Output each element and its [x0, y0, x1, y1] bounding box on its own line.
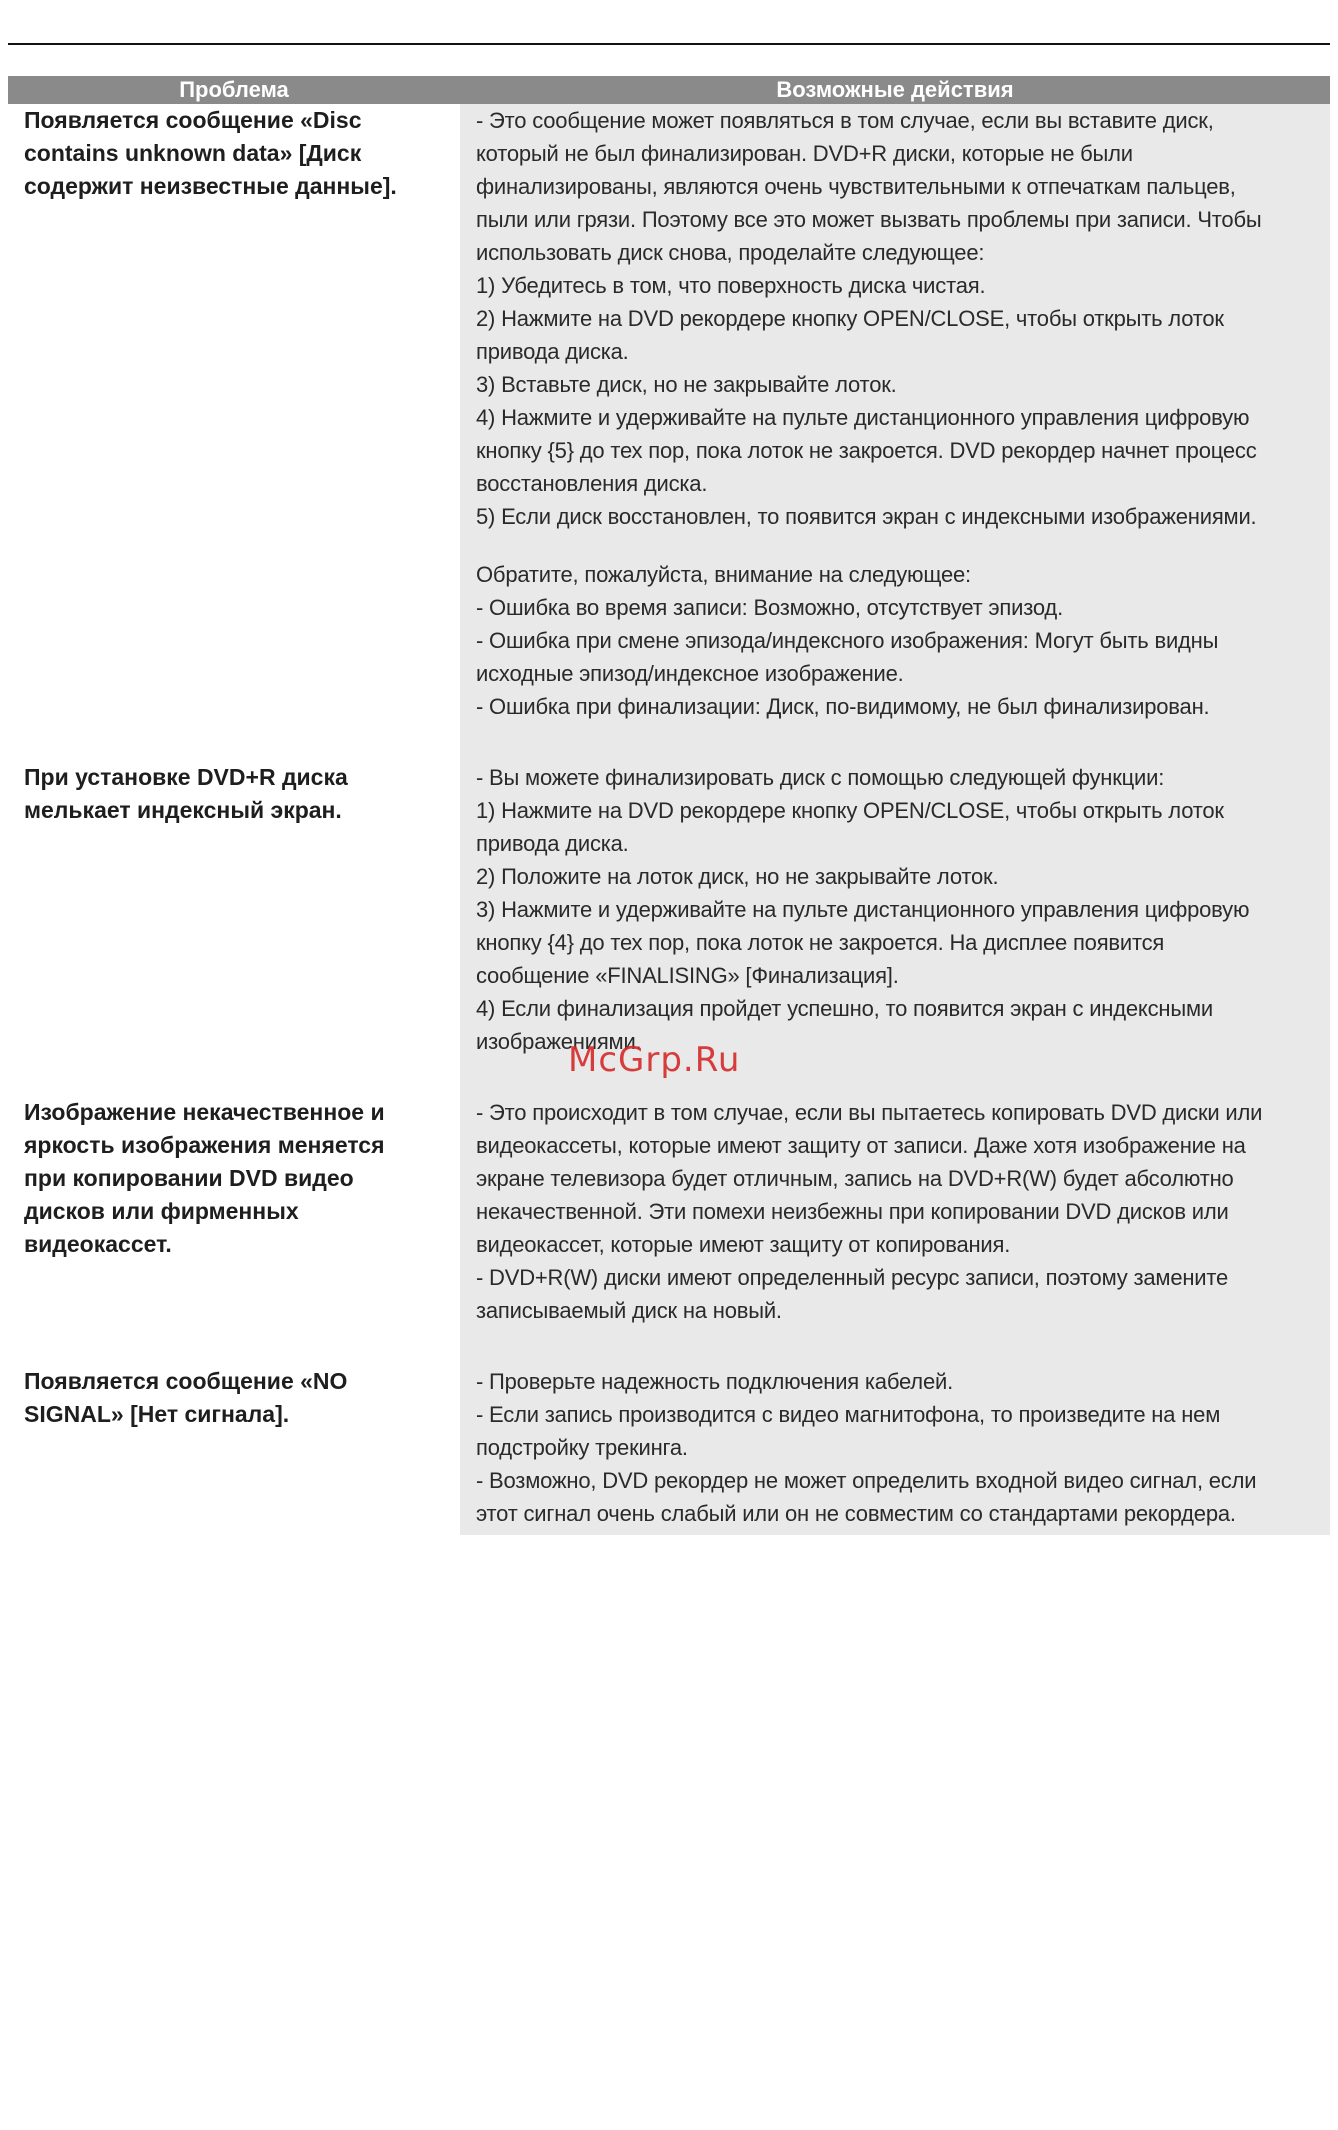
action-line: кнопку {4} до тех пор, пока лоток не закроется. На дисплее появится — [476, 930, 1165, 955]
note-line: - Ошибка при финализации: Диск, по-видимому, не был финализирован. — [476, 694, 1210, 719]
action-line: некачественной. Эти помехи неизбежны при копировании DVD дисков или — [476, 1199, 1229, 1224]
action-line: записываемый диск на новый. — [476, 1298, 782, 1323]
actions-cell — [452, 1365, 1330, 1530]
action-line: видеокассет, которые имеют защиту от копирования. — [476, 1232, 1011, 1257]
table-row — [0, 1365, 1338, 1530]
table-header — [8, 76, 1330, 104]
paragraph-gap — [476, 533, 1316, 558]
table-row — [0, 1096, 1338, 1327]
actions-cell — [452, 104, 1330, 723]
header-problem: Проблема — [179, 77, 289, 102]
action-line: 2) Положите на лоток диск, но не закрывайте лоток. — [476, 864, 999, 889]
actions-cell — [452, 761, 1330, 1058]
action-line: - Если запись производится с видео магнитофона, то произведите на нем — [476, 1402, 1221, 1427]
action-line: кнопку {5} до тех пор, пока лоток не закроется. DVD рекордер начнет процесс — [476, 438, 1257, 463]
action-line: этот сигнал очень слабый или он не совместим со стандартами рекордера. — [476, 1501, 1236, 1526]
action-line: - DVD+R(W) диски имеют определенный ресурс записи, поэтому замените — [476, 1265, 1229, 1290]
table-body — [0, 104, 1338, 1530]
action-line: восстановления диска. — [476, 471, 708, 496]
action-line: пыли или грязи. Поэтому все это может вызвать проблемы при записи. Чтобы — [476, 207, 1262, 232]
note-line: - Ошибка во время записи: Возможно, отсутствует эпизод. — [476, 595, 1063, 620]
action-line: 4) Если финализация пройдет успешно, то появится экран с индексными — [476, 996, 1213, 1021]
action-line: который не был финализирован. DVD+R диски, которые не были — [476, 141, 1133, 166]
action-line: 4) Нажмите и удерживайте на пульте дистанционного управления цифровую — [476, 405, 1250, 430]
problem-cell: Появляется сообщение «Disc contains unknown data» [Диск содержит неизвестные данные]. — [24, 107, 397, 199]
action-line: - Это сообщение может появляться в том случае, если вы вставите диск, — [476, 108, 1214, 133]
actions-cell — [452, 1096, 1330, 1327]
problem-cell: Появляется сообщение «NO SIGNAL» [Нет сигнала]. — [24, 1368, 348, 1427]
header-actions: Возможные действия — [776, 77, 1014, 102]
action-line: - Проверьте надежность подключения кабелей. — [476, 1369, 953, 1394]
action-line: экране телевизора будет отличным, запись на DVD+R(W) будет абсолютно — [476, 1166, 1234, 1191]
action-line: 3) Вставьте диск, но не закрывайте лоток. — [476, 372, 897, 397]
action-line: - Вы можете финализировать диск с помощью следующей функции: — [476, 765, 1165, 790]
action-line: финализированы, являются очень чувствительными к отпечаткам пальцев, — [476, 174, 1236, 199]
action-line: 2) Нажмите на DVD рекордере кнопку OPEN/CLOSE, чтобы открыть лоток — [476, 306, 1224, 331]
action-line: изображениями. — [476, 1029, 642, 1054]
action-line: использовать диск снова, проделайте следующее: — [476, 240, 985, 265]
action-line: 1) Нажмите на DVD рекордере кнопку OPEN/CLOSE, чтобы открыть лоток — [476, 798, 1224, 823]
watermark: McGrp.Ru — [568, 1040, 741, 1080]
table-row — [0, 761, 1338, 1058]
problem-cell: При установке DVD+R диска мелькает индексный экран. — [24, 764, 348, 823]
action-line: привода диска. — [476, 339, 629, 364]
action-line: видеокассеты, которые имеют защиту от записи. Даже хотя изображение на — [476, 1133, 1246, 1158]
note-line: исходные эпизод/индексное изображение. — [476, 661, 904, 686]
action-line: 1) Убедитесь в том, что поверхность диска чистая. — [476, 273, 986, 298]
action-line: - Возможно, DVD рекордер не может определить входной видео сигнал, если — [476, 1468, 1257, 1493]
problem-cell: Изображение некачественное и яркость изображения меняется при копировании DVD видео дисков или фирменных видеокассет. — [24, 1099, 385, 1257]
action-line: подстройку трекинга. — [476, 1435, 688, 1460]
top-rule — [8, 43, 1330, 45]
note-line: Обратите, пожалуйста, внимание на следующее: — [476, 562, 971, 587]
action-line: 3) Нажмите и удерживайте на пульте дистанционного управления цифровую — [476, 897, 1250, 922]
action-line: привода диска. — [476, 831, 629, 856]
table-row — [0, 104, 1338, 723]
action-line: сообщение «FINALISING» [Финализация]. — [476, 963, 899, 988]
action-line: - Это происходит в том случае, если вы пытаетесь копировать DVD диски или — [476, 1100, 1263, 1125]
troubleshooting-table — [0, 76, 1338, 1530]
action-line: 5) Если диск восстановлен, то появится экран с индексными изображениями. — [476, 504, 1257, 529]
note-line: - Ошибка при смене эпизода/индексного изображения: Могут быть видны — [476, 628, 1219, 653]
